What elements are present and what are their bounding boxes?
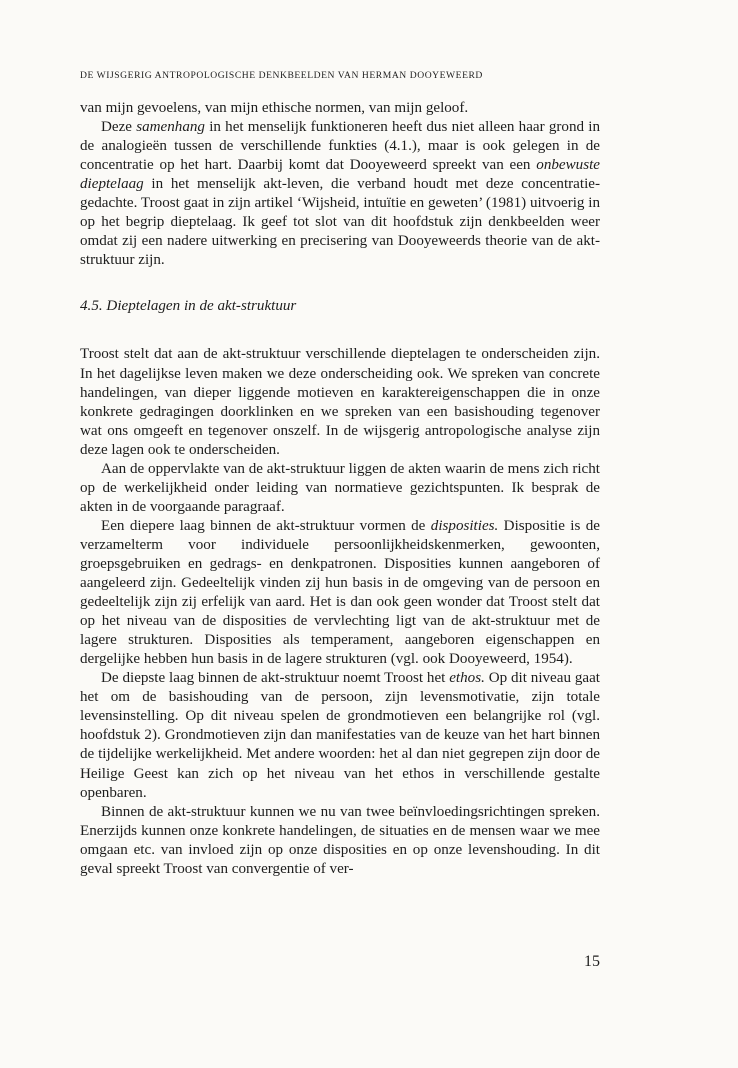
- emphasis: onbewuste dieptelaag: [80, 157, 600, 193]
- page-number: 15: [584, 953, 600, 970]
- paragraph: Deze samenhang in het menselijk funktioneren heeft dus niet alleen haar grond in de analogieën tussen de verschillende funkties (4.1.), maar is ook gelegen in de concentratie op het hart. Daarbij komt dat Dooyeweerd spreekt van een onbewuste dieptelaag in het menselijk akt-leven, die verband houdt met deze concentratie-gedachte. Troost gaat in zijn artikel ‘Wijsheid, intuïtie en geweten’ (1981) uitvoerig in op het begrip dieptelaag. Ik geef tot slot van dit hoofdstuk zijn denkbeelden weer omdat zij een nadere uitwerking en precisering van Dooyeweerds theorie van de akt-struktuur zijn.: [80, 119, 600, 269]
- running-header: DE WIJSGERIG ANTROPOLOGISCHE DENKBEELDEN VAN HERMAN DOOYEWEERD: [80, 70, 483, 81]
- paragraph: De diepste laag binnen de akt-struktuur noemt Troost het ethos. Op dit niveau gaat het om de basishouding van de persoon, zijn levensmotivatie, zijn totale levensinstelling. Op dit niveau spelen de grondmotieven een belangrijke rol (vgl. hoofdstuk 2). Grondmotieven zijn dan manifestaties van de keuze van het hart binnen de tijdelijke werkelijkheid. Met andere woorden: het al dan niet gegrepen zijn door de Heilige Geest kan zich op het niveau van het ethos in verschillende gestalte openbaren.: [80, 670, 600, 801]
- paragraph: Aan de oppervlakte van de akt-struktuur liggen de akten waarin de mens zich richt op de werkelijkheid onder leiding van normatieve gezichtspunten. Ik besprak de akten in de voorgaande paragraaf.: [80, 460, 600, 515]
- emphasis: samenhang: [136, 119, 205, 136]
- emphasis: disposities.: [430, 517, 499, 534]
- body-text: [80, 99, 600, 879]
- paragraph: Troost stelt dat aan de akt-struktuur verschillende dieptelagen te onderscheiden zijn. In het dagelijkse leven maken we deze onderscheiding ook. We spreken van concrete handelingen, van dieper liggende motieven en karaktereigenschappen die in onze konkrete gedragingen doorklinken en we spreken van een basishouding tegenover wat ons omgeeft en tegenover onszelf. In de wijsgerig antropologische analyse zijn deze lagen ook te onderscheiden.: [80, 346, 600, 458]
- emphasis: ethos.: [449, 670, 485, 687]
- paragraph: Binnen de akt-struktuur kunnen we nu van twee beïnvloedingsrichtingen spreken. Enerzijds kunnen onze konkrete handelingen, de situaties en de mensen waar we mee omgaan etc. van invloed zijn op onze disposities en op onze levenshouding. In dit geval spreekt Troost van convergentie of ver-: [80, 803, 600, 877]
- paragraph: van mijn gevoelens, van mijn ethische normen, van mijn geloof.: [80, 100, 469, 116]
- paragraph: Een diepere laag binnen de akt-struktuur vormen de disposities. Dispositie is de verzamelterm voor individuele persoonlijkheidskenmerken, gewoonten, groepsgebruiken en gedrags- en denkpatronen. Disposities kunnen aangeboren of aangeleerd zijn. Gedeeltelijk vinden zij hun basis in de omgeving van de persoon en gedeeltelijk zijn zij erfelijk van aard. Het is dan ook geen wonder dat Troost stelt dat op het niveau van de disposities de vervlechting ligt van de akt-struktuur met de lagere strukturen. Disposities als temperament, aangeboren eigenschappen en dergelijke hebben hun basis in de lagere strukturen (vgl. ook Dooyeweerd, 1954).: [80, 517, 600, 668]
- section-heading: 4.5. Dieptelagen in de akt-struktuur: [80, 298, 297, 315]
